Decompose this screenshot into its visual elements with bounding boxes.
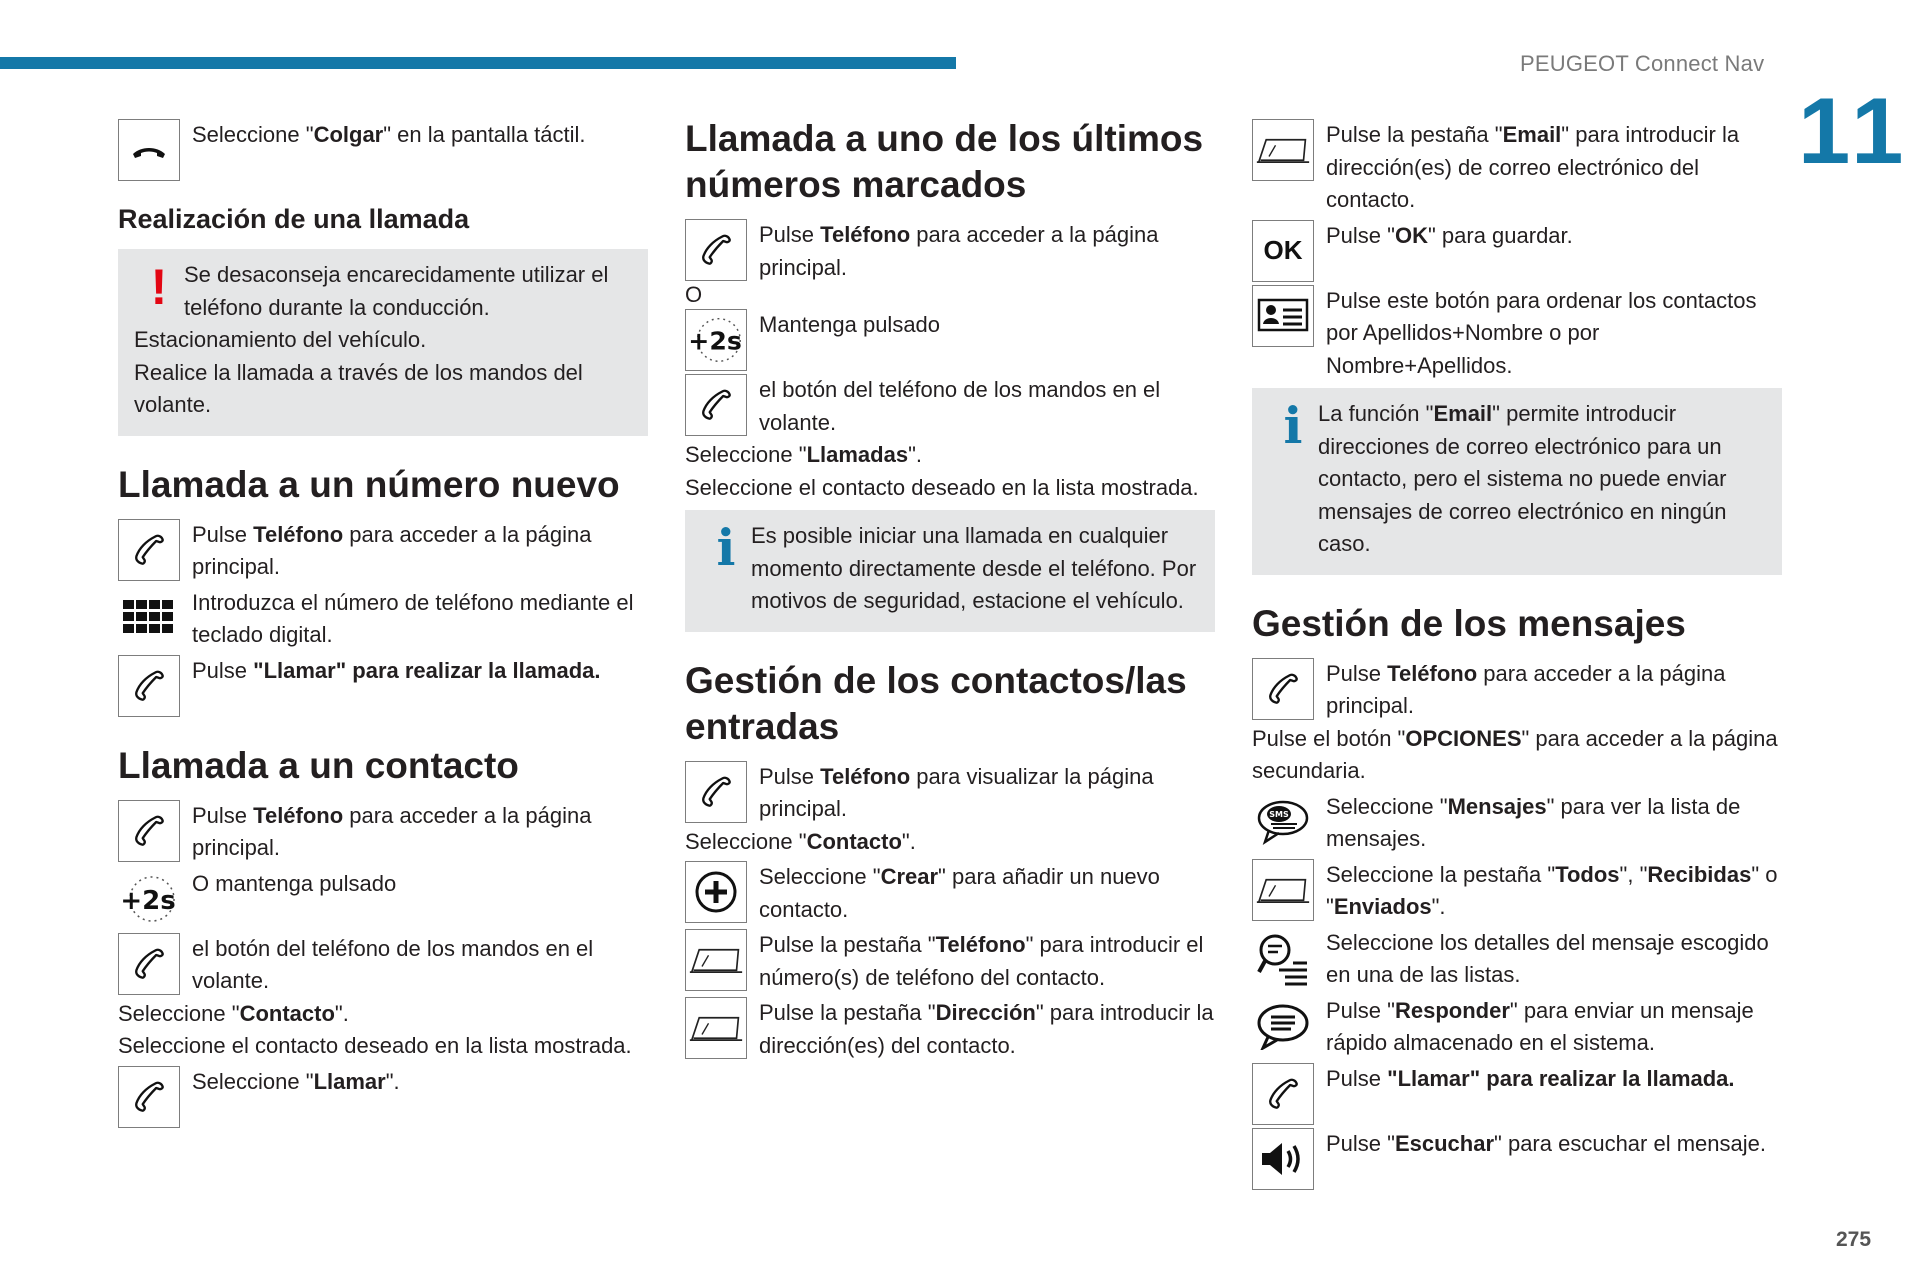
- step-msg-7: Pulse "Llamar" para realizar la llamada.: [1252, 1060, 1782, 1125]
- phone-handset-icon[interactable]: [685, 761, 747, 823]
- tab-icon[interactable]: [1252, 859, 1314, 921]
- warning-text-2: Estacionamiento del vehículo.: [134, 327, 427, 352]
- heading-manage-contacts: Gestión de los contactos/las entradas: [685, 659, 1187, 747]
- speaker-icon[interactable]: [1252, 1128, 1314, 1190]
- step-manage-2: Seleccione "Contacto".: [685, 828, 916, 854]
- phone-handset-icon[interactable]: [685, 219, 747, 281]
- page-number: 275: [1836, 1228, 1872, 1251]
- info-icon: i: [1283, 396, 1303, 455]
- heading-new-number: Llamada a un número nuevo: [118, 463, 620, 505]
- step-last-1: Pulse Teléfono para acceder a la página principal.: [685, 216, 1215, 284]
- step-last-3: el botón del teléfono de los mandos en el volante.: [685, 371, 1215, 439]
- column-3: [1252, 116, 1782, 1190]
- heading-messages: Gestión de los mensajes: [1252, 602, 1686, 644]
- step-contact-6: Seleccione "Llamar".: [118, 1063, 648, 1128]
- column-2: [685, 116, 1215, 1062]
- step-ok: OK Pulse "OK" para guardar.: [1252, 217, 1782, 282]
- phone-handset-icon[interactable]: [118, 933, 180, 995]
- header-accent-bar: [0, 57, 956, 69]
- step-msg-1: Pulse Teléfono para acceder a la página principal.: [1252, 655, 1782, 723]
- step-sort: Pulse este botón para ordenar los contactos por Apellidos+Nombre o por Nombre+Apellidos.: [1252, 282, 1782, 383]
- phone-handset-icon[interactable]: [118, 1066, 180, 1128]
- step-manage-1: Pulse Teléfono para visualizar la página principal.: [685, 758, 1215, 826]
- step-manage-5: Pulse la pestaña "Dirección" para introducir la dirección(es) del contacto.: [685, 994, 1215, 1062]
- warning-note: [118, 249, 648, 436]
- sub-heading-make-call: Realización de una llamada: [118, 204, 470, 234]
- phone-handset-icon[interactable]: [1252, 658, 1314, 720]
- message-details-icon[interactable]: [1252, 927, 1314, 989]
- step-manage-4: Pulse la pestaña "Teléfono" para introducir el número(s) de teléfono del contacto.: [685, 926, 1215, 994]
- step-last-4: Seleccione "Llamadas".: [685, 442, 922, 467]
- chapter-number: 11: [1798, 78, 1910, 183]
- brand-title: PEUGEOT Connect Nav: [1520, 51, 1765, 76]
- step-msg-5: Seleccione los detalles del mensaje escogido en una de las listas.: [1252, 924, 1782, 992]
- tab-icon[interactable]: [1252, 119, 1314, 181]
- heading-contact-call: Llamada a un contacto: [118, 744, 519, 786]
- step-contact-5: Seleccione el contacto deseado en la lista mostrada.: [118, 1033, 632, 1058]
- warning-text-3: Realice la llamada a través de los mandos del volante.: [134, 359, 583, 417]
- hang-up-icon[interactable]: [118, 119, 180, 181]
- step-email-tab: Pulse la pestaña "Email" para introducir la dirección(es) de correo electrónico del contacto.: [1252, 116, 1782, 217]
- info-note-call: i Es posible iniciar una llamada en cualquier momento directamente desde el teléfono. Por motivos de seguridad, estacione el vehículo.: [685, 510, 1215, 632]
- phone-handset-icon[interactable]: [118, 800, 180, 862]
- svg-text:SMS: SMS: [1269, 809, 1289, 819]
- keypad-icon[interactable]: [118, 587, 180, 649]
- step-contact-3: el botón del teléfono de los mandos en el volante.: [118, 930, 648, 998]
- info-note-email: i La función "Email" permite introducir direcciones de correo electrónico para un contacto, pero el sistema no puede enviar mensajes de correo electrónico en ningún caso.: [1252, 388, 1782, 575]
- step-msg-3: SMS Seleccione "Mensajes" para ver la lista de mensajes.: [1252, 788, 1782, 856]
- step-msg-4: Seleccione la pestaña "Todos", "Recibidas" o "Enviados".: [1252, 856, 1782, 924]
- warning-icon: !: [150, 259, 168, 315]
- step-msg-8: Pulse "Escuchar" para escuchar el mensaje.: [1252, 1125, 1782, 1190]
- contact-card-icon[interactable]: [1252, 285, 1314, 347]
- plus-2s-icon[interactable]: [118, 868, 180, 930]
- step-new-2: Introduzca el número de teléfono mediante el teclado digital.: [118, 584, 648, 652]
- heading-last-numbers: Llamada a uno de los últimos números marcados: [685, 118, 1204, 205]
- step-contact-2: +2s O mantenga pulsado: [118, 865, 648, 930]
- column-1: [118, 116, 648, 1128]
- tab-icon[interactable]: [685, 929, 747, 991]
- tab-icon[interactable]: [685, 997, 747, 1059]
- sms-icon[interactable]: [1252, 791, 1314, 853]
- step-hang-up: Seleccione "Colgar" en la pantalla táctil.: [118, 116, 648, 181]
- step-last-5: Seleccione el contacto deseado en la lista mostrada.: [685, 474, 1199, 500]
- step-msg-6: Pulse "Responder" para enviar un mensaje rápido almacenado en el sistema.: [1252, 992, 1782, 1060]
- step-contact-1: Pulse Teléfono para acceder a la página principal.: [118, 797, 648, 865]
- phone-handset-icon[interactable]: [118, 655, 180, 717]
- warning-text-1: Se desaconseja encarecidamente utilizar el teléfono durante la conducción.: [184, 262, 609, 320]
- phone-handset-icon[interactable]: [1252, 1063, 1314, 1125]
- step-manage-3: Seleccione "Crear" para añadir un nuevo contacto.: [685, 858, 1215, 926]
- step-new-3: Pulse "Llamar" para realizar la llamada.: [118, 652, 648, 717]
- phone-handset-icon[interactable]: [118, 519, 180, 581]
- or-label: O: [685, 282, 703, 307]
- svg-text:+2s: +2s: [688, 326, 742, 356]
- info-icon: i: [716, 518, 736, 577]
- plus-2s-icon[interactable]: [685, 309, 747, 371]
- phone-handset-icon[interactable]: [685, 374, 747, 436]
- reply-bubble-icon[interactable]: [1252, 995, 1314, 1057]
- step-msg-2: Pulse el botón "OPCIONES" para acceder a la página secundaria.: [1252, 725, 1778, 783]
- step-last-2: +2s Mantenga pulsado: [685, 306, 1215, 371]
- ok-icon[interactable]: OK: [1252, 220, 1314, 282]
- step-new-1: Pulse Teléfono para acceder a la página principal.: [118, 516, 648, 584]
- add-circle-icon[interactable]: [685, 861, 747, 923]
- step-contact-4: Seleccione "Contacto".: [118, 1000, 349, 1026]
- svg-text:+2s: +2s: [120, 885, 176, 916]
